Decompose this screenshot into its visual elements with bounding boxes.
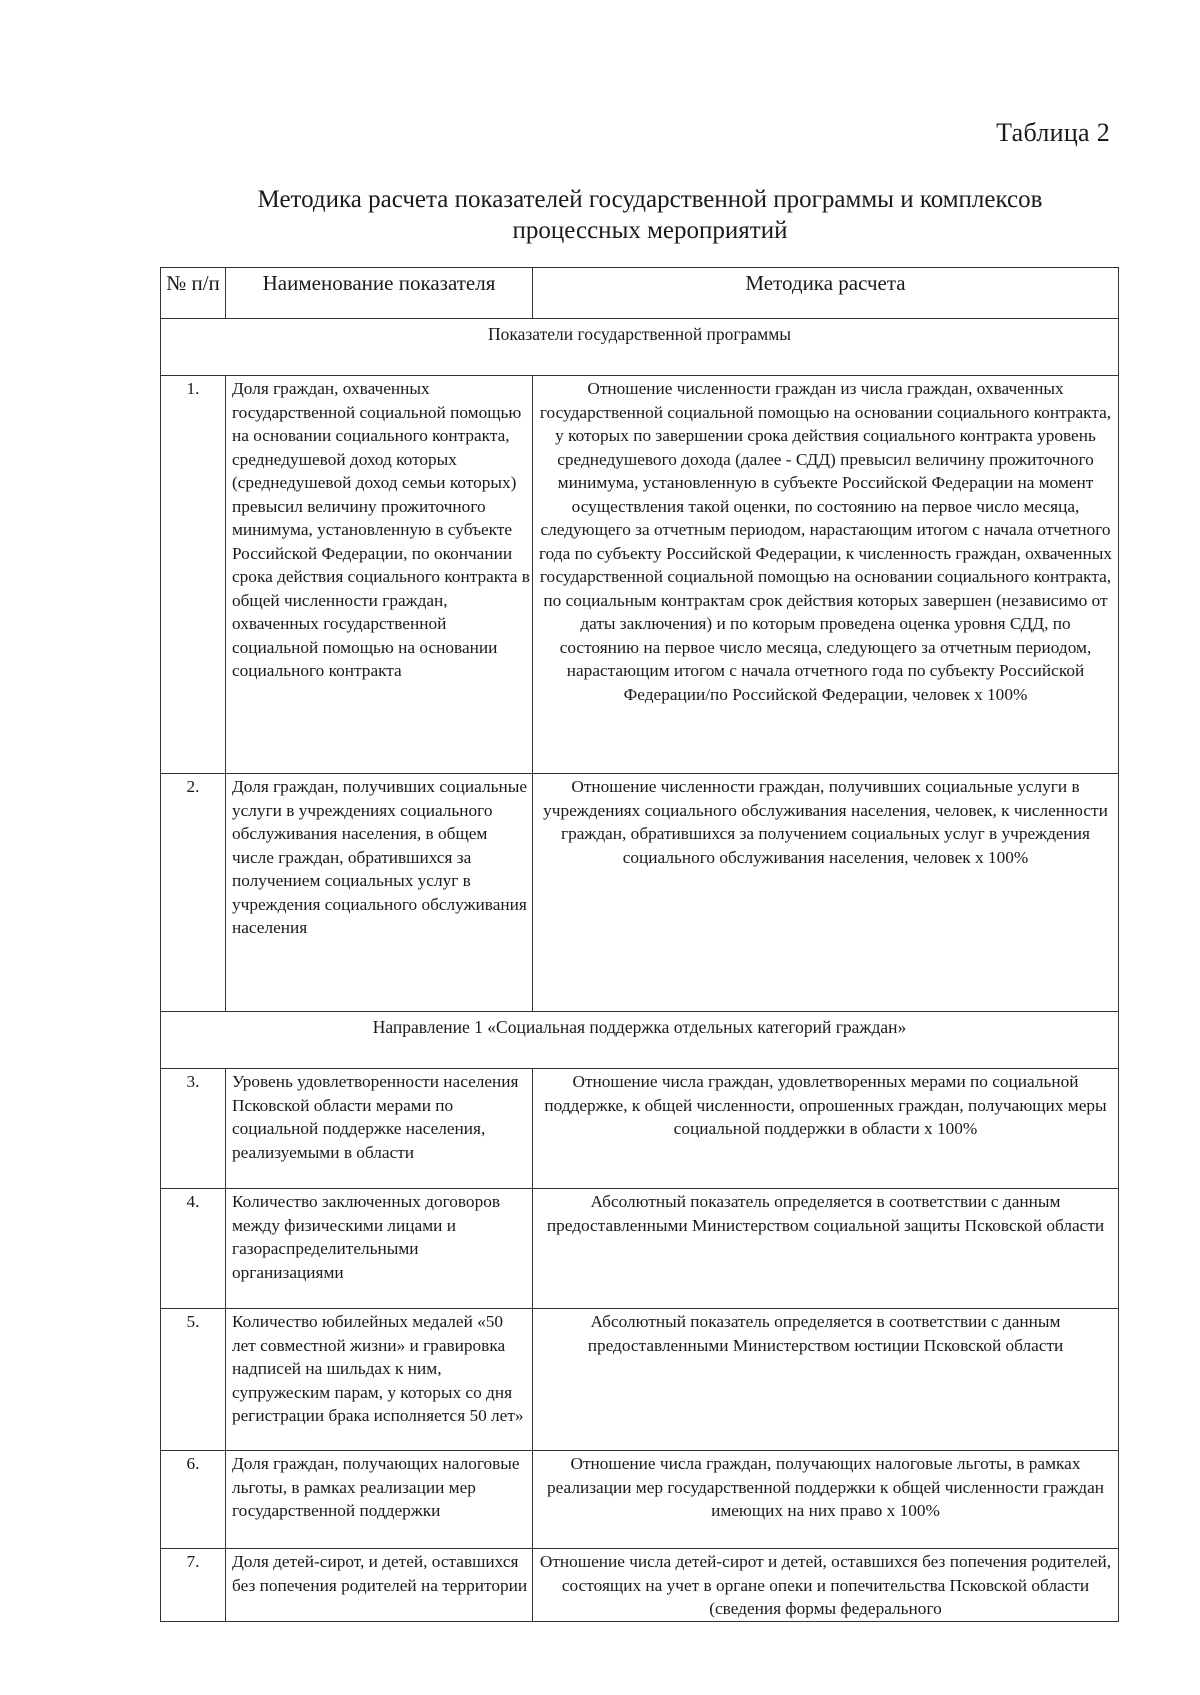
- title-line-1: Методика расчета показателей государственной программы и комплексов: [257, 186, 1043, 213]
- table-row: [161, 376, 1119, 774]
- indicator-name: Доля граждан, получивших социальные услуги в учреждениях социального обслуживания населения, в общем числе граждан, обратившихся за получением социальных услуг в учреждения социального обслуживания населения: [226, 774, 533, 1012]
- table-row: [161, 1189, 1119, 1309]
- calculation-method: Отношение числа граждан, получающих налоговые льготы, в рамках реализации мер государственной поддержки к общей численности граждан имеющих на них право х 100%: [533, 1451, 1119, 1549]
- table-header-row: [161, 268, 1119, 319]
- calculation-method: Абсолютный показатель определяется в соответствии с данным предоставленными Министерством социальной защиты Псковской области: [533, 1189, 1119, 1309]
- title-line-2: процессных мероприятий: [512, 217, 788, 244]
- row-number: 1.: [161, 376, 226, 774]
- section-row: [161, 1012, 1119, 1069]
- table-row: [161, 774, 1119, 1012]
- indicator-name: Доля детей-сирот, и детей, оставшихся без попечения родителей на территории: [226, 1549, 533, 1622]
- row-number: 7.: [161, 1549, 226, 1622]
- indicator-name: Количество заключенных договоров между физическими лицами и газораспределительными организациями: [226, 1189, 533, 1309]
- table-row: [161, 1451, 1119, 1549]
- indicator-name: Количество юбилейных медалей «50 лет совместной жизни» и гравировка надписей на шильдах к ним, супружеским парам, у которых со дня регистрации брака исполняется 50 лет»: [226, 1309, 533, 1451]
- row-number: 6.: [161, 1451, 226, 1549]
- table-row: [161, 1069, 1119, 1189]
- row-number: 4.: [161, 1189, 226, 1309]
- indicators-table: [160, 267, 1119, 1622]
- indicator-name: Доля граждан, охваченных государственной социальной помощью на основании социального контракта, среднедушевой доход которых (среднедушевой доход семьи которых) превысил величину прожиточного минимума, установленную в субъекте Российской Федерации, по окончании срока действия социального контракта в общей численности граждан, охваченных государственной социальной помощью на основании социального контракта: [226, 376, 533, 774]
- table-row: [161, 1309, 1119, 1451]
- section-title: Показатели государственной программы: [161, 319, 1119, 376]
- calculation-method: Отношение численности граждан, получивших социальные услуги в учреждениях социального обслуживания населения, человек, к численности граждан, обратившихся за получением социальных услуг в учреждения социального обслуживания населения, человек х 100%: [533, 774, 1119, 1012]
- row-number: 5.: [161, 1309, 226, 1451]
- header-method: Методика расчета: [533, 268, 1119, 319]
- section-title: Направление 1 «Социальная поддержка отдельных категорий граждан»: [161, 1012, 1119, 1069]
- table-label: Таблица 2: [996, 118, 1110, 147]
- document-title: [150, 184, 1150, 246]
- calculation-method: Отношение числа граждан, удовлетворенных мерами по социальной поддержке, к общей численности, опрошенных граждан, получающих меры социальной поддержки в области х 100%: [533, 1069, 1119, 1189]
- row-number: 3.: [161, 1069, 226, 1189]
- indicator-name: Уровень удовлетворенности населения Псковской области мерами по социальной поддержке населения, реализуемыми в области: [226, 1069, 533, 1189]
- calculation-method: Абсолютный показатель определяется в соответствии с данным предоставленными Министерством юстиции Псковской области: [533, 1309, 1119, 1451]
- section-row: [161, 319, 1119, 376]
- header-name: Наименование показателя: [226, 268, 533, 319]
- calculation-method: Отношение численности граждан из числа граждан, охваченных государственной социальной помощью на основании социального контракта, у которых по завершении срока действия социального контракта уровень среднедушевого дохода (далее - СДД) превысил величину прожиточного минимума, установленную в субъекте Российской Федерации на момент осуществления такой оценки, по состоянию на первое число месяца, следующего за отчетным периодом, нарастающим итогом с начала отчетного года по субъекту Российской Федерации, к численность граждан, охваченных государственной социальной помощью на основании социального контракта, по социальным контрактам срок действия которых завершен (независимо от даты заключения) и по которым проведена оценка уровня СДД, по состоянию на первое число месяца, следующего за отчетным периодом, нарастающим итогом с начала отчетного года по субъекту Российской Федерации/по Российской Федерации, человек х 100%: [533, 376, 1119, 774]
- table-row: [161, 1549, 1119, 1622]
- calculation-method: Отношение числа детей-сирот и детей, оставшихся без попечения родителей, состоящих на учет в органе опеки и попечительства Псковской области (сведения формы федерального: [533, 1549, 1119, 1622]
- header-num: № п/п: [161, 268, 226, 319]
- row-number: 2.: [161, 774, 226, 1012]
- indicator-name: Доля граждан, получающих налоговые льготы, в рамках реализации мер государственной поддержки: [226, 1451, 533, 1549]
